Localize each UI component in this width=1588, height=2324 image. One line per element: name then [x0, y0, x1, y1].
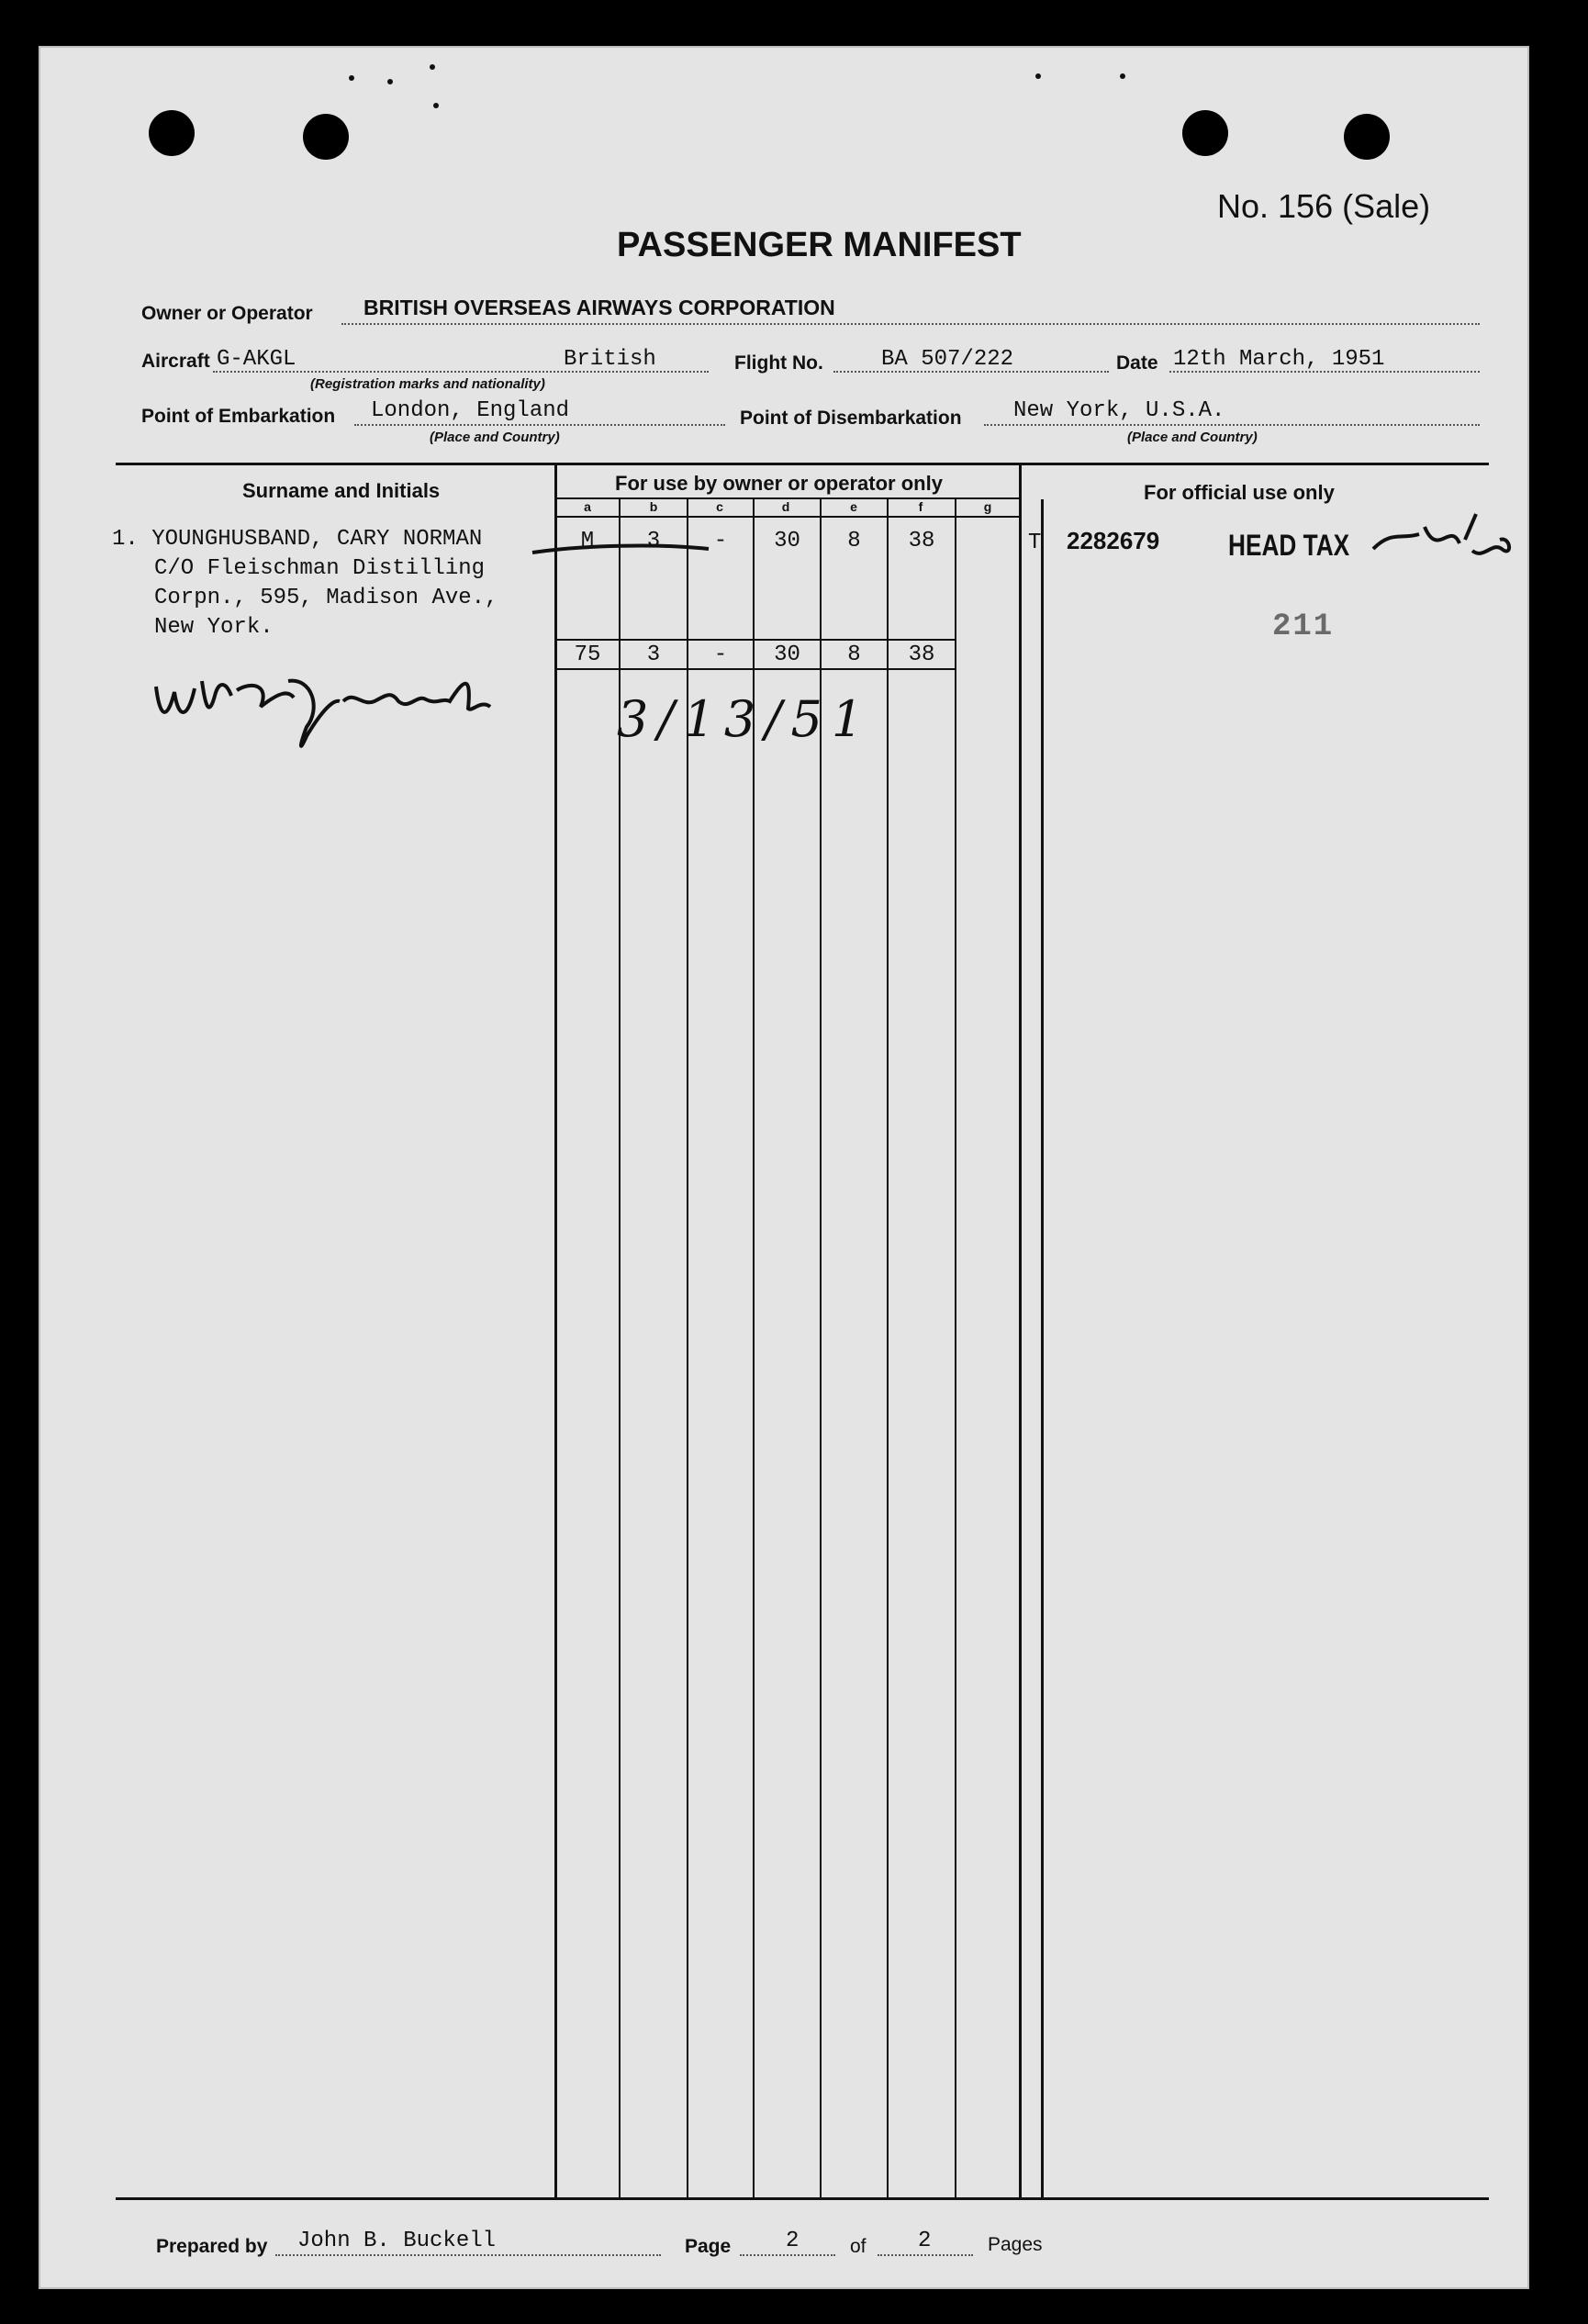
- speck: [1035, 73, 1041, 79]
- total-cell-b: 3: [646, 642, 661, 667]
- prepared-by-label: Prepared by: [156, 2236, 268, 2257]
- passenger-address-2: Corpn., 595, Madison Ave.,: [154, 586, 498, 610]
- total-cell-f: 38: [908, 642, 935, 667]
- col-divider-d: [753, 499, 755, 2197]
- speck: [433, 103, 439, 108]
- punch-hole: [303, 114, 349, 160]
- totals-top-rule: [554, 639, 955, 641]
- surname-column-header: Surname and Initials: [242, 479, 441, 502]
- disembarkation-caption: (Place and Country): [1127, 430, 1258, 445]
- col-divider-b: [619, 499, 621, 2197]
- disembarkation-label: Point of Disembarkation: [740, 408, 962, 429]
- speck: [349, 75, 354, 81]
- inspector-signature: [151, 654, 554, 764]
- page-value: 2: [786, 2229, 800, 2253]
- date-label: Date: [1116, 352, 1158, 374]
- signature-date: 3/13/51: [617, 690, 873, 748]
- row-cell-c: -: [713, 529, 728, 553]
- date-underline: [1169, 371, 1480, 373]
- owner-label: Owner or Operator: [141, 303, 313, 324]
- operator-column-header: For use by owner or operator only: [615, 472, 943, 495]
- of-value: 2: [918, 2229, 932, 2253]
- total-cell-c: -: [713, 642, 728, 667]
- col-letter-d: d: [781, 499, 790, 514]
- official-number: 2282679: [1067, 527, 1160, 554]
- page-underline: [740, 2254, 835, 2256]
- aircraft-label: Aircraft: [141, 351, 210, 372]
- owner-underline: [341, 323, 1480, 325]
- col-letter-g: g: [983, 499, 992, 514]
- row-cell-b: 3: [646, 529, 661, 553]
- punch-hole: [1182, 110, 1228, 156]
- embarkation-caption: (Place and Country): [430, 430, 560, 445]
- official-column-header: For official use only: [1144, 481, 1335, 504]
- aircraft-registration: G-AKGL: [217, 347, 296, 372]
- col-letter-b: b: [649, 499, 658, 514]
- row-cell-e: 8: [847, 529, 861, 553]
- total-cell-d: 30: [774, 642, 800, 667]
- flight-label: Flight No.: [734, 352, 823, 374]
- embarkation-label: Point of Embarkation: [141, 406, 336, 427]
- head-tax-stamp: HEAD TAX: [1228, 529, 1350, 562]
- of-label: of: [850, 2236, 867, 2257]
- punch-hole: [1344, 114, 1390, 160]
- head-tax-scribble: [1364, 503, 1520, 576]
- aircraft-caption: (Registration marks and nationality): [310, 376, 545, 392]
- total-cell-e: 8: [847, 642, 861, 667]
- col-divider-a: [554, 464, 557, 2197]
- row-cell-f: 38: [908, 529, 935, 553]
- passenger-address-1: C/O Fleischman Distilling: [154, 556, 486, 581]
- speck: [387, 79, 393, 84]
- manifest-page: [39, 46, 1529, 2289]
- stamp-number: 211: [1272, 609, 1335, 644]
- official-code: T: [1028, 531, 1042, 555]
- total-cell-a: 75: [574, 642, 601, 667]
- speck: [430, 64, 435, 70]
- flight-underline: [833, 371, 1109, 373]
- col-divider-e: [820, 499, 822, 2197]
- letters-rule: [554, 516, 1021, 518]
- date-value: 12th March, 1951: [1173, 347, 1385, 372]
- passenger-name: 1. YOUNGHUSBAND, CARY NORMAN: [112, 527, 483, 552]
- embarkation-underline: [354, 424, 725, 426]
- speck: [1120, 73, 1125, 79]
- aircraft-nationality: British: [564, 347, 656, 372]
- col-letter-e: e: [850, 499, 857, 514]
- row-cell-d: 30: [774, 529, 800, 553]
- pages-label: Pages: [988, 2234, 1043, 2255]
- col-divider-f: [887, 499, 889, 2197]
- prepared-underline: [275, 2254, 661, 2256]
- disembarkation-value: New York, U.S.A.: [1013, 398, 1225, 423]
- prepared-by-value: John B. Buckell: [297, 2229, 497, 2253]
- owner-value: BRITISH OVERSEAS AIRWAYS CORPORATION: [363, 296, 835, 319]
- col-divider-c: [687, 499, 688, 2197]
- page-title: PASSENGER MANIFEST: [617, 226, 1022, 264]
- embarkation-value: London, England: [371, 398, 570, 423]
- col-letter-c: c: [716, 499, 723, 514]
- col-divider-official: [1019, 464, 1022, 2197]
- table-bottom-rule: [116, 2197, 1489, 2200]
- punch-hole: [149, 110, 195, 156]
- totals-bottom-rule: [554, 668, 955, 670]
- table-top-rule: [116, 463, 1489, 465]
- manifest-number: No. 156 (Sale): [1217, 187, 1431, 225]
- col-divider-g: [955, 499, 956, 2197]
- disembarkation-underline: [984, 424, 1480, 426]
- page-label: Page: [685, 2236, 732, 2257]
- passenger-address-3: New York.: [154, 615, 274, 640]
- col-letter-f: f: [918, 499, 923, 514]
- row-cell-a: M: [580, 529, 595, 553]
- of-underline: [878, 2254, 973, 2256]
- flight-number: BA 507/222: [881, 347, 1014, 372]
- aircraft-underline: [213, 371, 709, 373]
- col-letter-a: a: [584, 499, 591, 514]
- col-divider-official-inner: [1041, 499, 1044, 2197]
